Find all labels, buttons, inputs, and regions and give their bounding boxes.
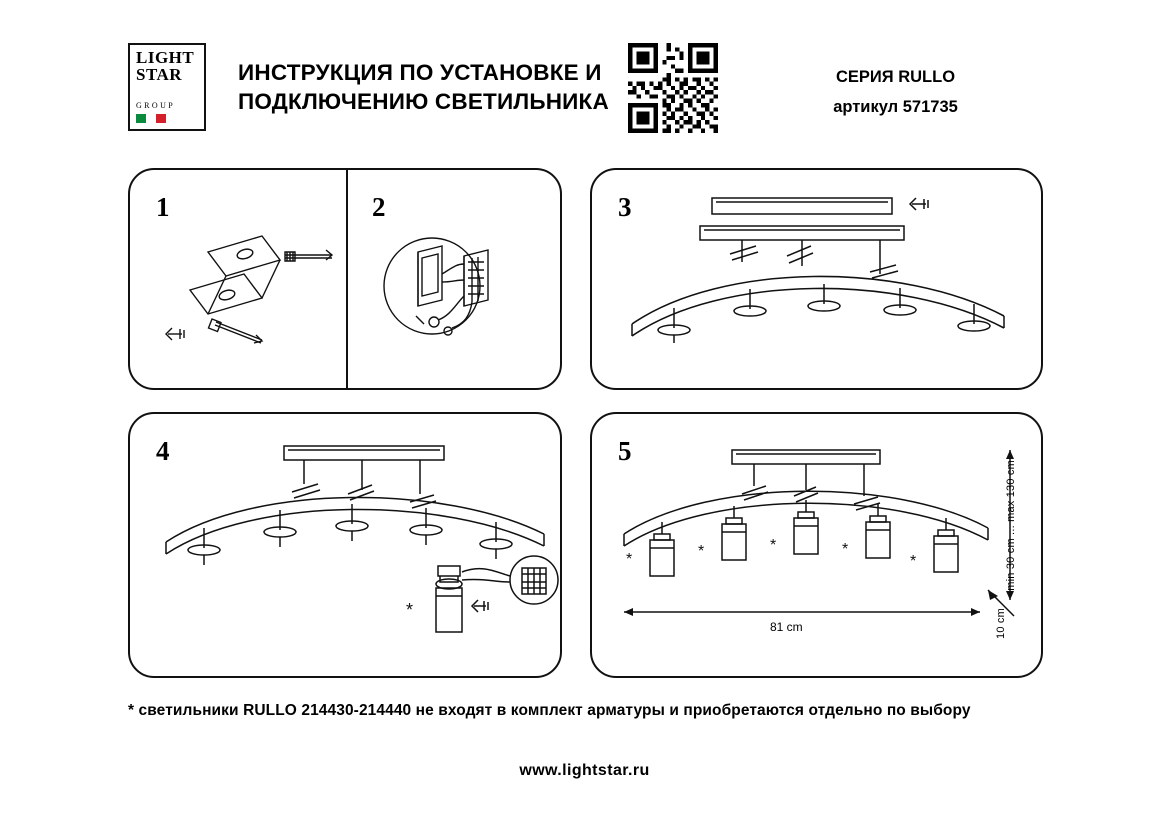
step-panel-5 [590, 412, 1043, 678]
brand-logo-text [136, 49, 194, 83]
footnote-text: * светильники RULLO 214430-214440 не входят в комплект арматуры и приобретаются отдельно по выбору [128, 702, 971, 719]
page-title-line1: ИНСТРУКЦИЯ ПО УСТАНОВКЕ И [238, 60, 602, 85]
step-3-diagram [612, 184, 1032, 374]
svg-text:*: * [770, 537, 777, 554]
page-title-line2: ПОДКЛЮЧЕНИЮ СВЕТИЛЬНИКА [238, 89, 609, 114]
header [128, 40, 1043, 140]
step-panel-1-2 [128, 168, 562, 390]
brand-logo [128, 43, 206, 131]
product-info [748, 62, 1043, 122]
series-label: СЕРИЯ RULLO [835, 68, 956, 86]
article-label: артикул 571735 [833, 98, 958, 116]
brand-logo-group: GROUP [136, 101, 176, 110]
italy-flag-icon [136, 114, 166, 123]
svg-text:*: * [626, 551, 633, 568]
svg-text:*: * [406, 600, 414, 620]
step-number-2: 2 [372, 192, 386, 222]
step-number-5: 5 [618, 436, 632, 466]
website-link[interactable]: www.lightstar.ru [519, 762, 650, 779]
page-title [238, 58, 633, 116]
step-5-diagram [606, 430, 1034, 666]
step-2-diagram [360, 228, 555, 373]
qr-code-icon [628, 43, 718, 133]
width-dimension-label: 81 cm [770, 620, 803, 634]
depth-dimension-label: 10 cm [995, 608, 1007, 639]
svg-text:*: * [842, 541, 849, 558]
brand-logo-line1: LIGHT [136, 48, 195, 67]
step-number-3: 3 [618, 192, 632, 222]
step-panel-3 [590, 168, 1043, 390]
step-1-diagram [150, 230, 345, 370]
step-4-diagram [144, 430, 554, 662]
svg-text:*: * [910, 553, 917, 570]
panel-divider [346, 170, 348, 388]
brand-logo-line2: STAR [136, 65, 183, 84]
step-number-1: 1 [156, 192, 170, 222]
svg-text:*: * [698, 543, 705, 560]
step-number-4: 4 [156, 436, 170, 466]
height-dimension-label: min 30 cm ... max 130 cm [1005, 460, 1017, 591]
step-panel-4 [128, 412, 562, 678]
